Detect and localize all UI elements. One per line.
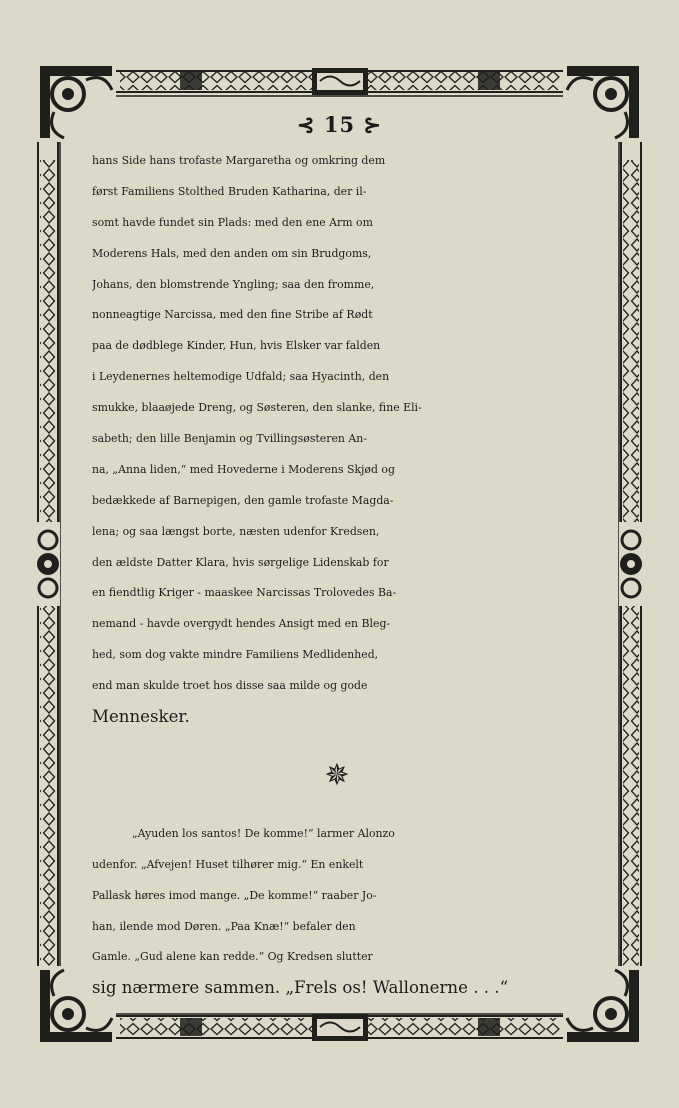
text-line: sig nærmere sammen. „Frels os! Wallonerne . . .“	[92, 978, 509, 998]
section-break-ornament: ✵	[324, 757, 350, 793]
text-line: Moderens Hals, med den anden om sin Brudgoms,	[92, 246, 372, 260]
page-number-decor-right: ⊱	[363, 112, 383, 137]
top-border-band	[95, 68, 585, 95]
text-line: han, ilende mod Døren. „Paa Knæ!“ befaler den	[92, 919, 356, 933]
page-number: 15	[323, 112, 356, 137]
text-line: nemand - havde overgydt hendes Ansigt med en Bleg-	[92, 617, 391, 631]
right-border-band	[619, 130, 643, 1010]
page-number-decor-left: ⊰	[296, 112, 316, 137]
text-line: somt havde fundet sin Plads: med den ene Arm om	[92, 215, 373, 229]
text-line: nonneagtige Narcissa, med den fine Stribe af Rødt	[92, 308, 373, 322]
text-line: en fiendtlig Kriger - maaskee Narcissas Trolovedes Ba-	[92, 586, 397, 600]
text-line: i Leydenernes heltemodige Udfald; saa Hyacinth, den	[92, 370, 390, 384]
text-line: hans Side hans trofaste Margaretha og omkring dem	[92, 154, 386, 167]
text-line: Mennesker.	[92, 707, 190, 727]
text-line: „Ayuden los santos! De komme!“ larmer Alonzo	[132, 826, 395, 840]
text-line: Gamle. „Gud alene kan redde.“ Og Kredsen slutter	[92, 950, 373, 964]
text-line: na, „Anna liden,“ med Hovederne i Moderens Skjød og	[92, 462, 395, 476]
text-line: udenfor. „Afvejen! Huset tilhører mig.“ En enkelt	[92, 857, 364, 871]
text-line: bedækkede af Barnepigen, den gamle trofaste Magda-	[92, 493, 394, 507]
paragraph-2	[92, 819, 582, 1004]
text-line: smukke, blaaøjede Dreng, og Søsteren, den slanke, fine Eli-	[92, 401, 422, 415]
text-line: først Familiens Stolthed Bruden Katharina, der il-	[92, 184, 367, 198]
bottom-border-band	[95, 1014, 585, 1041]
text-line: end man skulde troet hos disse saa milde og gode	[92, 679, 368, 693]
text-line: sabeth; den lille Benjamin og Tvillingsøsteren An-	[92, 432, 367, 446]
page-number-header	[0, 112, 679, 137]
text-line: Pallask høres imod mange. „De komme!“ raaber Jo-	[92, 888, 377, 902]
text-line: lena; og saa længst borte, næsten udenfor Kredsen,	[92, 524, 380, 538]
page-body-text	[92, 146, 582, 1004]
paragraph-1	[92, 146, 582, 733]
text-line: hed, som dog vakte mindre Familiens Medlidenhed,	[92, 648, 379, 662]
left-border-band	[36, 130, 60, 1010]
text-line: Johans, den blomstrende Yngling; saa den fromme,	[92, 277, 375, 291]
text-line: den ældste Datter Klara, hvis sørgelige Lidenskab for	[92, 555, 389, 569]
text-line: paa de dødblege Kinder, Hun, hvis Elsker var falden	[92, 339, 381, 353]
